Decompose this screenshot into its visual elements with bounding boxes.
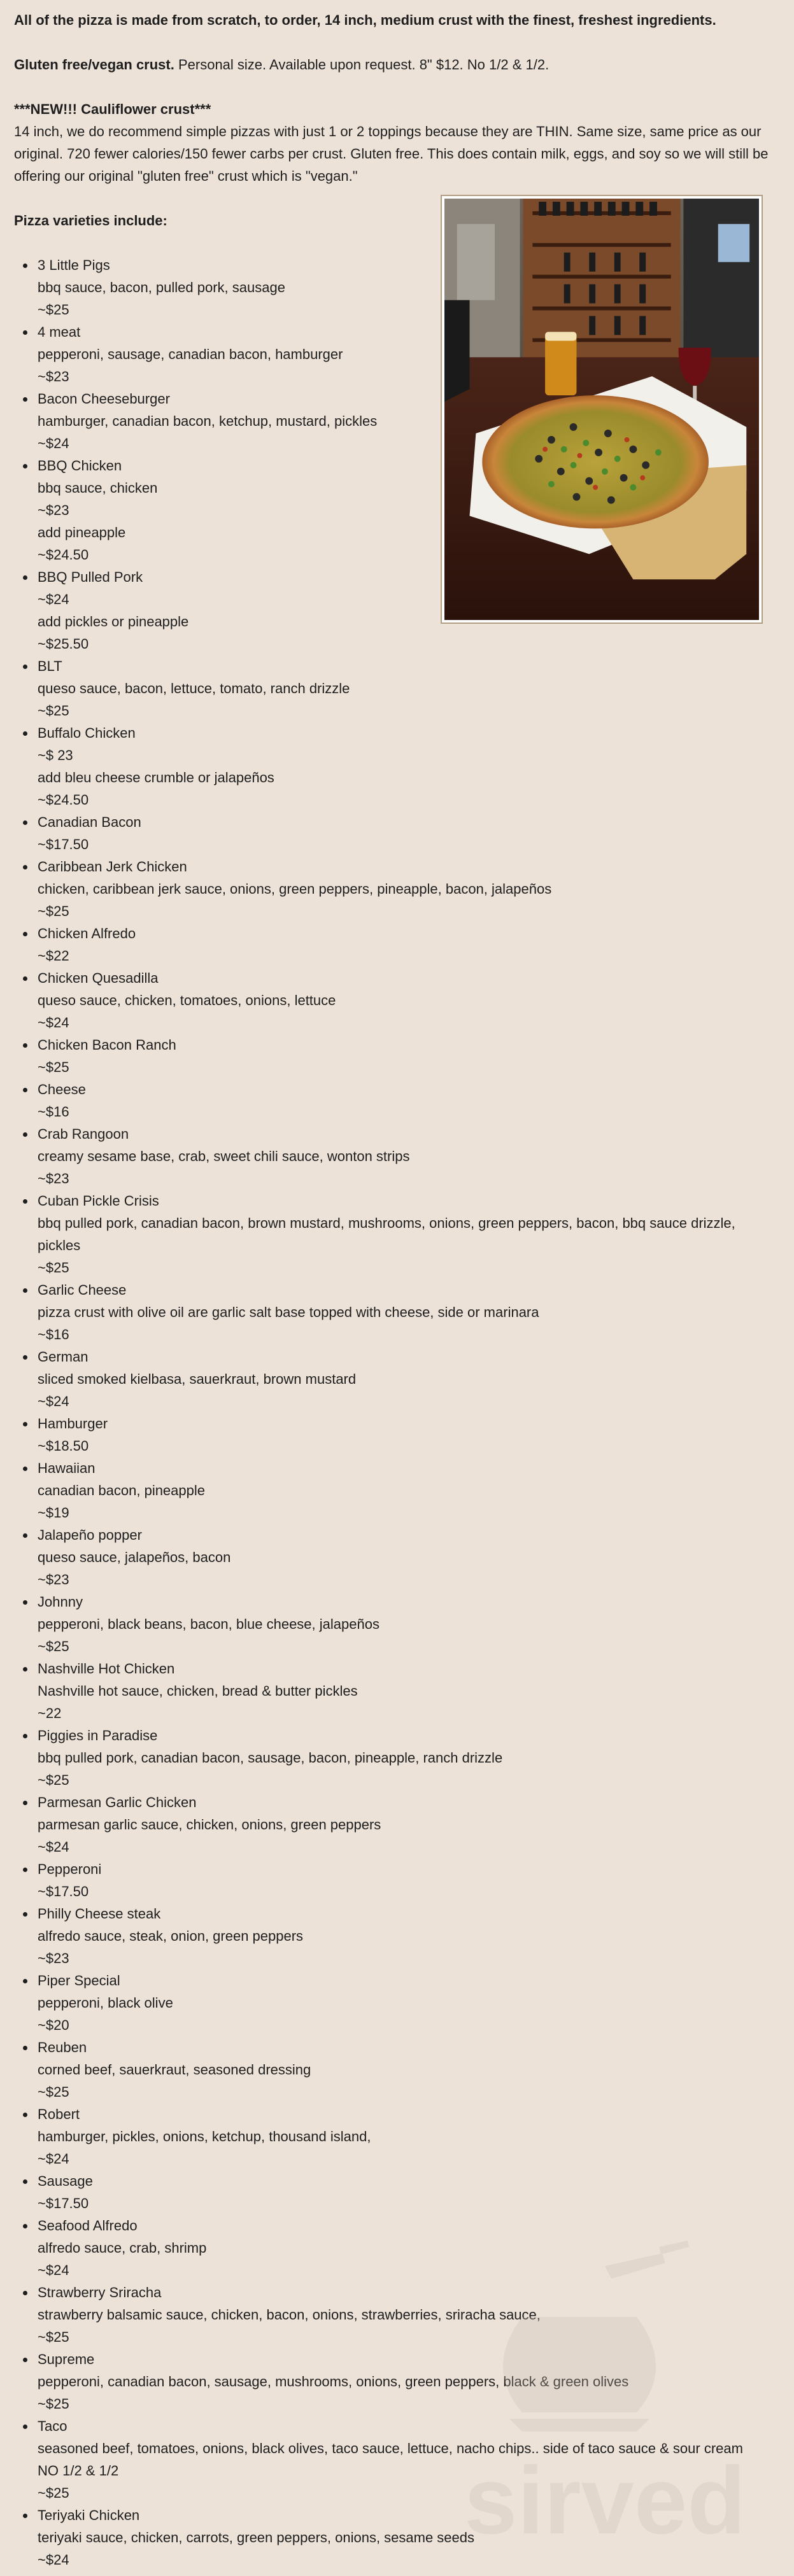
pizza-item <box>14 1457 778 1524</box>
pizza-item <box>14 1724 778 1791</box>
pizza-price: ~$25 <box>38 903 69 919</box>
pizza-name: Sausage <box>38 2173 93 2189</box>
pizza-item <box>14 2036 778 2103</box>
pizza-name: Strawberry Sriracha <box>38 2284 162 2300</box>
pizza-detail: chicken, caribbean jerk sauce, onions, green peppers, pineapple, bacon, jalapeños <box>38 881 552 897</box>
pizza-detail: queso sauce, jalapeños, bacon <box>38 1549 231 1565</box>
pizza-name: Chicken Quesadilla <box>38 970 159 986</box>
pizza-detail: alfredo sauce, crab, shrimp <box>38 2240 207 2256</box>
pizza-detail: queso sauce, bacon, lettuce, tomato, ranch drizzle <box>38 680 350 696</box>
pizza-price: ~$24.50 <box>38 547 89 563</box>
pizza-item <box>14 811 778 855</box>
pizza-item <box>14 2170 778 2214</box>
pizza-item <box>14 1791 778 1858</box>
sirved-watermark <box>446 2241 764 2546</box>
pizza-price: ~$23 <box>38 1171 69 1186</box>
pizza-name: Bacon Cheeseburger <box>38 391 170 407</box>
pizza-price: ~22 <box>38 1705 62 1721</box>
pizza-price: ~$25 <box>38 1260 69 1276</box>
pizza-detail: pepperoni, canadian bacon, sausage, mushrooms, onions, green peppers, black & green olives <box>38 2374 629 2389</box>
pizza-name: Parmesan Garlic Chicken <box>38 1794 197 1810</box>
pizza-price: ~$25 <box>38 1772 69 1788</box>
pizza-price: ~$18.50 <box>38 1438 89 1454</box>
pizza-name: Hamburger <box>38 1416 108 1432</box>
gluten-free-note <box>14 53 778 76</box>
pizza-name: BLT <box>38 658 62 674</box>
pizza-price: ~$24 <box>38 435 69 451</box>
pizza-name: Chicken Alfredo <box>38 926 136 941</box>
pizza-name: Piggies in Paradise <box>38 1728 158 1743</box>
pizza-name: Supreme <box>38 2351 95 2367</box>
pizza-photo <box>441 195 763 624</box>
pizza-item <box>14 967 778 1034</box>
pizza-price: ~$25.50 <box>38 636 89 652</box>
pizza-item <box>14 1903 778 1969</box>
pizza-item <box>14 1591 778 1658</box>
gluten-free-heading: Gluten free/vegan crust. <box>14 57 174 73</box>
pizza-detail: queso sauce, chicken, tomatoes, onions, lettuce <box>38 992 336 1008</box>
pizza-name: Cheese <box>38 1081 86 1097</box>
pizza-price: ~$ 23 <box>38 747 73 763</box>
watermark-text: sirved <box>464 2447 746 2546</box>
pizza-item <box>14 2103 778 2170</box>
pizza-name: German <box>38 1349 89 1365</box>
pizza-detail: add bleu cheese crumble or jalapeños <box>38 770 274 785</box>
pizza-item <box>14 1346 778 1412</box>
pizza-item <box>14 1034 778 1078</box>
pizza-photo-image <box>444 199 759 620</box>
pizza-detail: pepperoni, sausage, canadian bacon, hamburger <box>38 346 343 362</box>
pizza-name: Chicken Bacon Ranch <box>38 1037 176 1053</box>
pizza-item <box>14 1412 778 1457</box>
pizza-name: Johnny <box>38 1594 83 1610</box>
pizza-name: Buffalo Chicken <box>38 725 136 741</box>
pizza-price: ~$24 <box>38 1393 69 1409</box>
cauliflower-text: 14 inch, we do recommend simple pizzas with just 1 or 2 toppings because they are THIN. Same size, same price as our original. 720 fewer calories/150 fewer carbs per crust. Gluten free. This does contain milk, eggs, and soy so we will still be offering our original "gluten free" crust which is "vegan." <box>14 123 769 184</box>
pizza-name: BBQ Chicken <box>38 458 122 474</box>
pizza-price: ~$16 <box>38 1327 69 1342</box>
pizza-detail: sliced smoked kielbasa, sauerkraut, brown mustard <box>38 1371 357 1387</box>
pizza-detail: creamy sesame base, crab, sweet chili sauce, wonton strips <box>38 1148 410 1164</box>
pizza-item <box>14 1078 778 1123</box>
pizza-name: Garlic Cheese <box>38 1282 127 1298</box>
pizza-item <box>14 655 778 722</box>
pizza-name: Robert <box>38 2106 80 2122</box>
pizza-name: Taco <box>38 2418 67 2434</box>
pizza-detail: parmesan garlic sauce, chicken, onions, green peppers <box>38 1817 381 1833</box>
pizza-item <box>14 1658 778 1724</box>
pizza-name: Jalapeño popper <box>38 1527 142 1543</box>
pizza-price: ~$24 <box>38 2151 69 2167</box>
pizza-name: Crab Rangoon <box>38 1126 129 1142</box>
pizza-price: ~$16 <box>38 1104 69 1120</box>
pizza-detail: hamburger, canadian bacon, ketchup, mustard, pickles <box>38 413 378 429</box>
pizza-detail: alfredo sauce, steak, onion, green peppers <box>38 1928 304 1944</box>
pizza-price: ~$23 <box>38 1572 69 1587</box>
pizza-name: Seafood Alfredo <box>38 2218 138 2234</box>
pizza-price: ~$23 <box>38 1950 69 1966</box>
pizza-name: Canadian Bacon <box>38 814 141 830</box>
pizza-price: ~$25 <box>38 2396 69 2412</box>
pizza-name: Pepperoni <box>38 1861 102 1877</box>
varieties-title: Pizza varieties include: <box>14 213 167 229</box>
pizza-name: Hawaiian <box>38 1460 96 1476</box>
pizza-name: Philly Cheese steak <box>38 1906 161 1922</box>
pizza-name: Piper Special <box>38 1973 120 1988</box>
pizza-price: ~$25 <box>38 1059 69 1075</box>
pizza-detail: pizza crust with olive oil are garlic salt base topped with cheese, side or marinara <box>38 1304 539 1320</box>
pizza-name: Cuban Pickle Crisis <box>38 1193 159 1209</box>
pizza-price: ~$19 <box>38 1505 69 1521</box>
pizza-price: ~$25 <box>38 2485 69 2501</box>
pizza-price: ~$17.50 <box>38 2195 89 2211</box>
pizza-price: ~$24 <box>38 1839 69 1855</box>
pizza-name: Teriyaki Chicken <box>38 2507 140 2523</box>
pizza-item <box>14 1524 778 1591</box>
pizza-price: ~$17.50 <box>38 1883 89 1899</box>
pizza-detail: seasoned beef, tomatoes, onions, black olives, taco sauce, lettuce, nacho chips.. side of taco sauce & sour cream <box>38 2440 743 2456</box>
pizza-price: ~$24 <box>38 1015 69 1031</box>
pizza-price: ~$25 <box>38 2329 69 2345</box>
pizza-detail: NO 1/2 & 1/2 <box>38 2463 119 2479</box>
pizza-name: 3 Little Pigs <box>38 257 110 273</box>
pizza-item <box>14 1279 778 1346</box>
pizza-item <box>14 855 778 922</box>
intro-text: All of the pizza is made from scratch, to order, 14 inch, medium crust with the finest, freshest ingredients. <box>14 12 716 28</box>
pizza-detail: corned beef, sauerkraut, seasoned dressing <box>38 2062 311 2078</box>
pizza-detail: add pineapple <box>38 524 126 540</box>
pizza-detail: strawberry balsamic sauce, chicken, bacon, onions, strawberries, sriracha sauce, <box>38 2307 541 2323</box>
pizza-name: 4 meat <box>38 324 81 340</box>
pizza-price: ~$22 <box>38 948 69 964</box>
pizza-detail: hamburger, pickles, onions, ketchup, thousand island, <box>38 2129 371 2144</box>
pizza-detail: pepperoni, black olive <box>38 1995 173 2011</box>
pizza-price: ~$24.50 <box>38 792 89 808</box>
pizza-item <box>14 722 778 811</box>
pizza-price: ~$23 <box>38 502 69 518</box>
pizza-price: ~$20 <box>38 2017 69 2033</box>
pizza-item <box>14 922 778 967</box>
pizza-item <box>14 1190 778 1279</box>
pizza-detail: Nashville hot sauce, chicken, bread & butter pickles <box>38 1683 358 1699</box>
pizza-price: ~$24 <box>38 591 69 607</box>
gluten-free-text: Personal size. Available upon request. 8" $12. No 1/2 & 1/2. <box>174 57 549 73</box>
pizza-detail: teriyaki sauce, chicken, carrots, green peppers, onions, sesame seeds <box>38 2530 475 2545</box>
pizza-price: ~$24 <box>38 2262 69 2278</box>
pizza-detail: add pickles or pineapple <box>38 614 189 630</box>
cauliflower-heading: ***NEW!!! Cauliflower crust*** <box>14 101 211 117</box>
pizza-price: ~$25 <box>38 703 69 719</box>
pizza-price: ~$25 <box>38 302 69 318</box>
pizza-detail: bbq sauce, bacon, pulled pork, sausage <box>38 279 285 295</box>
pizza-detail: canadian bacon, pineapple <box>38 1482 206 1498</box>
pizza-price: ~$25 <box>38 1638 69 1654</box>
pizza-name: Reuben <box>38 2039 87 2055</box>
pizza-name: Caribbean Jerk Chicken <box>38 859 187 875</box>
pizza-detail: pepperoni, black beans, bacon, blue cheese, jalapeños <box>38 1616 379 1632</box>
pizza-name: Nashville Hot Chicken <box>38 1661 175 1677</box>
pizza-item <box>14 1858 778 1903</box>
pizza-price: ~$23 <box>38 369 69 384</box>
pizza-detail: bbq pulled pork, canadian bacon, sausage, bacon, pineapple, ranch drizzle <box>38 1750 503 1766</box>
pizza-detail: bbq pulled pork, canadian bacon, brown mustard, mushrooms, onions, green peppers, bacon, bbq sauce drizzle, pickles <box>38 1215 735 1253</box>
pizza-detail: bbq sauce, chicken <box>38 480 158 496</box>
pizza-name: BBQ Pulled Pork <box>38 569 143 585</box>
pizza-price: ~$24 <box>38 2552 69 2568</box>
pizza-item <box>14 1123 778 1190</box>
pizza-price: ~$25 <box>38 2084 69 2100</box>
pizza-item <box>14 1969 778 2036</box>
pizza-price: ~$17.50 <box>38 836 89 852</box>
